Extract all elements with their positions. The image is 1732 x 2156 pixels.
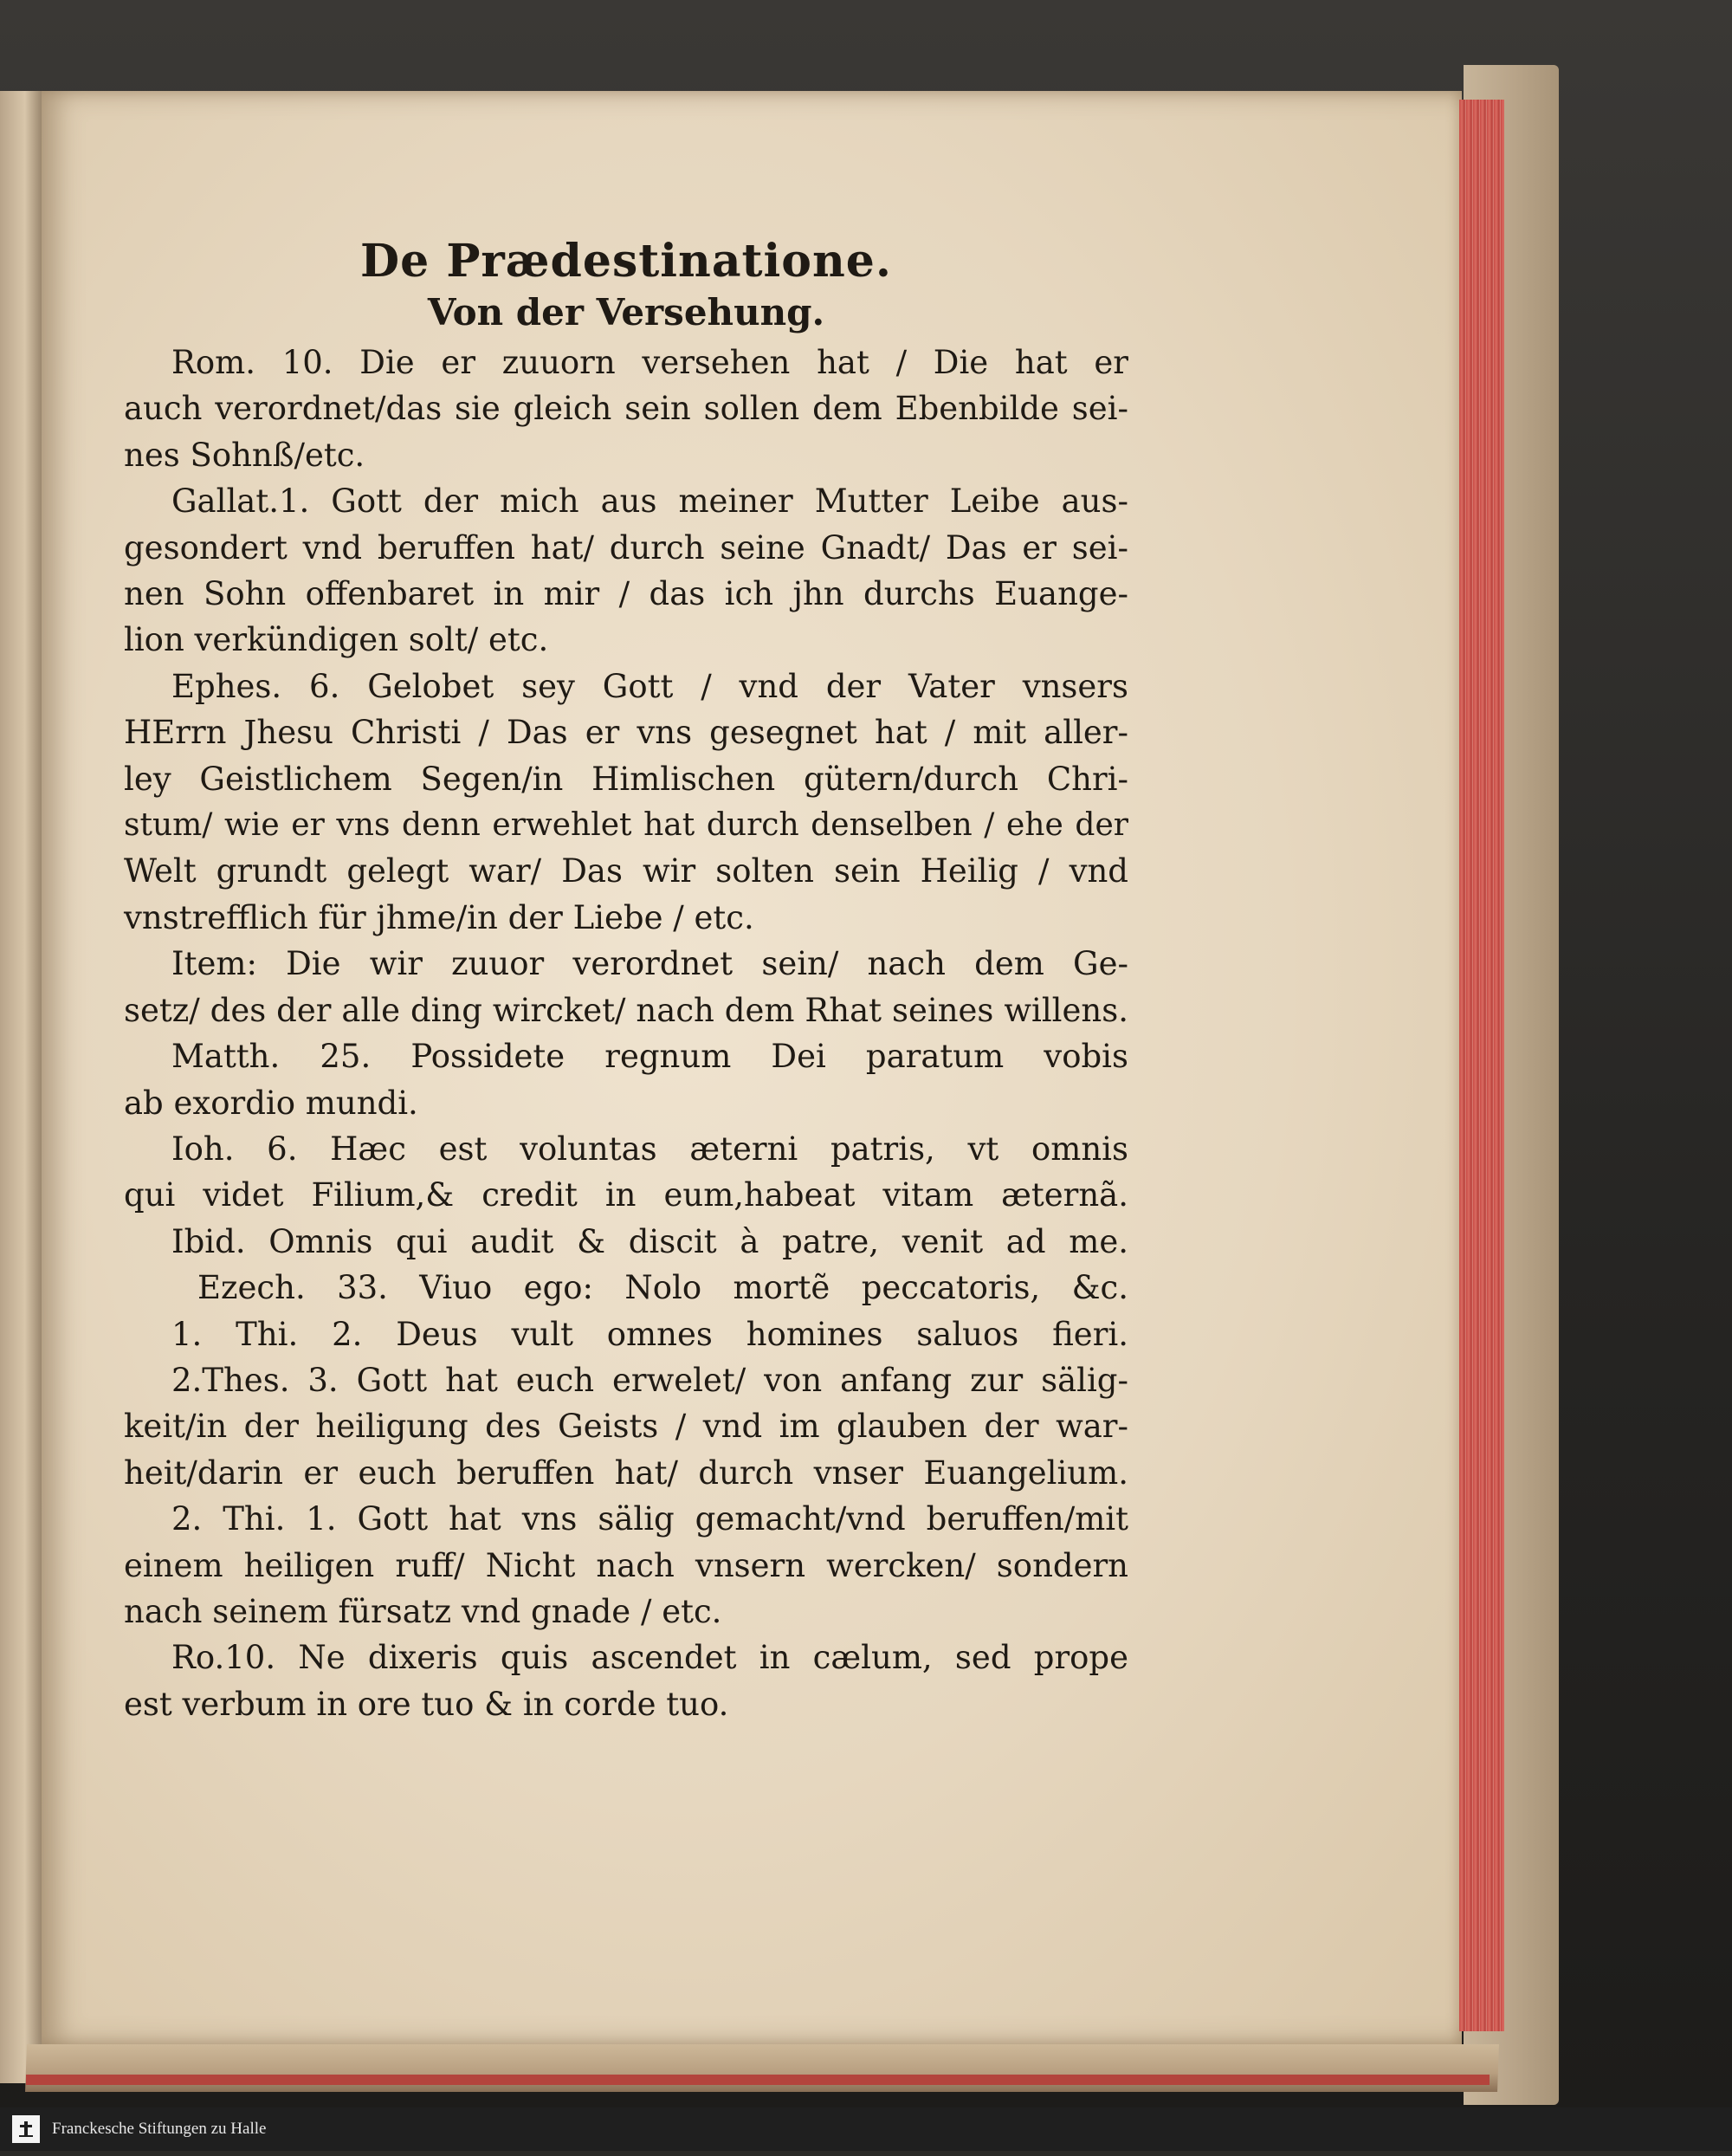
text-line: setz/ des der alle ding wircket/ nach dem Rhat seines willens. <box>124 991 1128 1029</box>
page-text <box>124 234 1128 1727</box>
text-line: 1. Thi. 2. Deus vult omnes homines saluos fieri. <box>171 1315 1128 1353</box>
text-line: einem heiligen ruff/ Nicht nach vnsern wercken/ sondern <box>124 1546 1128 1584</box>
text-line: est verbum in ore tuo & in corde tuo. <box>124 1685 729 1723</box>
text-line: Ephes. 6. Gelobet sey Gott / vnd der Vater vnsers <box>171 667 1128 705</box>
text-line: Ibid. Omnis qui audit & discit à patre, venit ad me. <box>171 1222 1128 1260</box>
text-line: ley Geistlichem Segen/in Himlischen gütern/durch Chri- <box>124 760 1128 798</box>
text-line: 2. Thi. 1. Gott hat vns sälig gemacht/vnd beruffen/mit <box>171 1500 1128 1538</box>
red-bottom-edge <box>26 2075 1490 2085</box>
institution-name: Franckesche Stiftungen zu Halle <box>52 2120 267 2138</box>
text-line: keit/in der heiligung des Geists / vnd im glauben der war- <box>124 1408 1128 1446</box>
facing-page-edge <box>0 91 43 2083</box>
text-line: nes Sohnß/etc. <box>124 436 365 474</box>
text-line: auch verordnet/das sie gleich sein sollen dem Ebenbilde sei- <box>124 390 1128 428</box>
text-line: Ro.10. Ne dixeris quis ascendet in cælum, sed prope <box>171 1639 1128 1677</box>
text-line: Item: Die wir zuuor verordnet sein/ nach dem Ge- <box>171 945 1128 983</box>
page-title: De Prædestinatione. <box>360 235 892 288</box>
text-line: Ioh. 6. Hæc est voluntas æterni patris, vt omnis <box>171 1130 1128 1168</box>
text-line: Rom. 10. Die er zuuorn versehen hat / Die hat er <box>171 344 1128 381</box>
text-line: nen Sohn offenbaret in mir / das ich jhn durchs Euange- <box>124 575 1128 613</box>
text-line: Matth. 25. Possidete regnum Dei paratum vobis <box>171 1038 1128 1076</box>
text-line: lion verkündigen solt/ etc. <box>124 621 549 659</box>
text-line: HErrn Jhesu Christi / Das er vns gesegnet hat / mit aller- <box>124 714 1128 752</box>
text-line: ab exordio mundi. <box>124 1084 418 1122</box>
text-lines <box>124 340 1128 1727</box>
text-line: qui videt Filium,& credit in eum,habeat vitam æternã. <box>124 1176 1128 1214</box>
text-line: vnstrefflich für jhme/in der Liebe / etc. <box>124 898 754 936</box>
book-page <box>42 91 1462 2044</box>
text-line: nach seinem fürsatz vnd gnade / etc. <box>124 1592 722 1630</box>
text-line: stum/ wie er vns denn erwehlet hat durch denselben / ehe der <box>124 807 1128 844</box>
red-page-edges <box>1459 100 1504 2031</box>
institution-logo-icon <box>12 2115 40 2143</box>
text-line: gesondert vnd beruffen hat/ durch seine Gnadt/ Das er sei- <box>124 528 1128 567</box>
text-line: Welt grundt gelegt war/ Das wir solten sein Heilig / vnd <box>124 852 1128 890</box>
institution-footer <box>0 2107 1732 2151</box>
page-subtitle: Von der Versehung. <box>427 291 825 333</box>
text-line: heit/darin er euch beruffen hat/ durch vnser Euangelium. <box>124 1454 1128 1492</box>
text-line: 2.Thes. 3. Gott hat euch erwelet/ von anfang zur sälig- <box>171 1361 1128 1399</box>
text-line: Ezech. 33. Viuo ego: Nolo mortẽ peccatoris, &c. <box>197 1269 1128 1307</box>
text-line: Gallat.1. Gott der mich aus meiner Mutter Leibe aus- <box>171 482 1128 521</box>
